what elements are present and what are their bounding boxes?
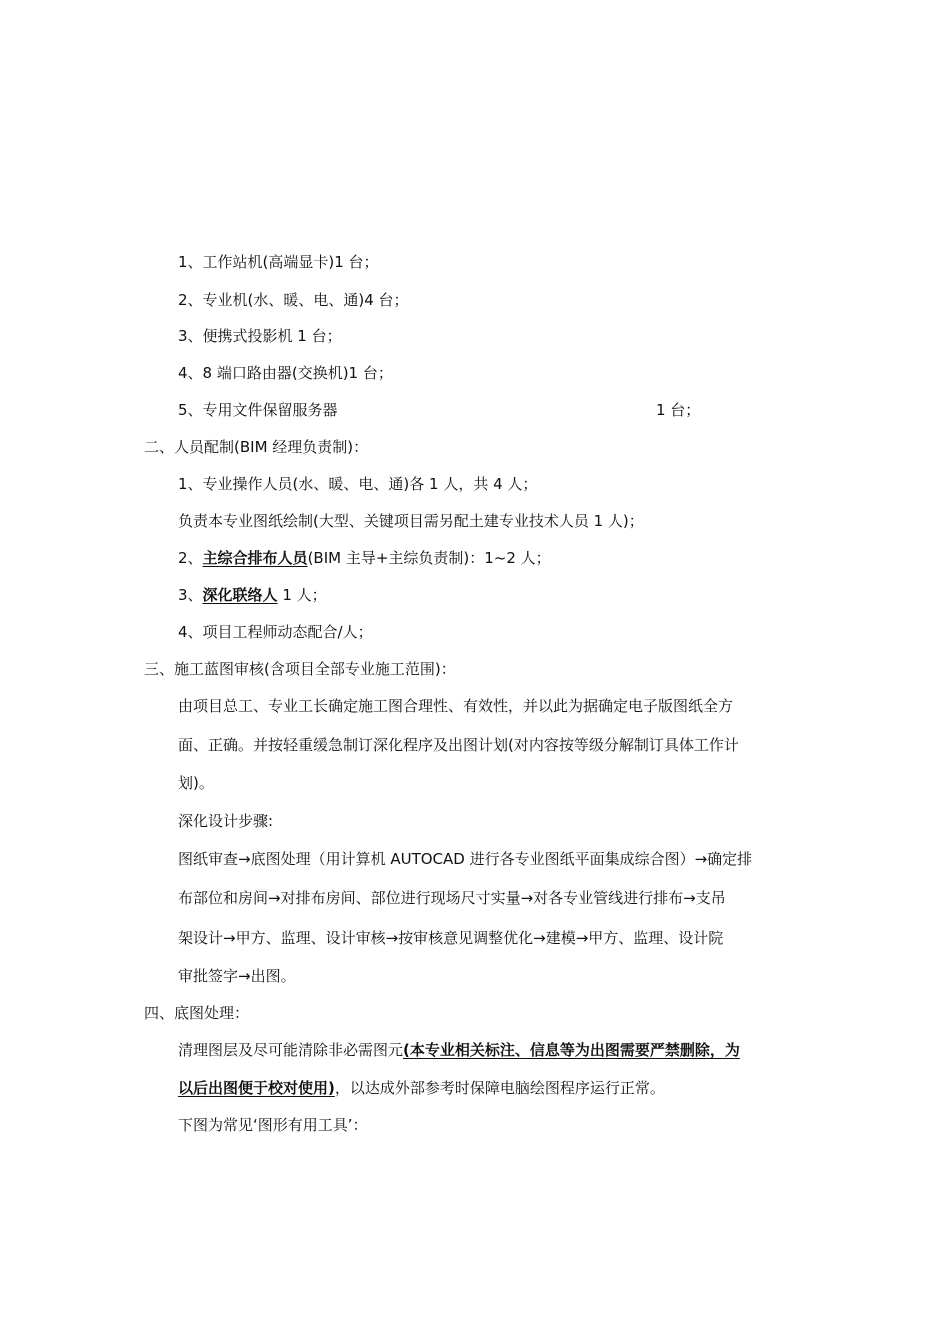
staffing-item-3-suffix: 1 人； bbox=[277, 586, 327, 604]
staffing-item-1-note: 负责本专业图纸绘制(大型、关键项目需另配土建专业技术人员 1 人)； bbox=[178, 512, 644, 530]
base-drawing-line-2-plain: ，以达成外部参考时保障电脑绘图程序运行正常。 bbox=[334, 1079, 665, 1097]
staffing-item-2-prefix: 2、 bbox=[178, 549, 203, 567]
equipment-item-3: 3、便携式投影机 1 台； bbox=[178, 327, 342, 345]
staffing-item-3-role: 深化联络人 bbox=[202, 586, 278, 604]
base-drawing-line-2-bold: 以后出图便于校对使用) bbox=[178, 1079, 335, 1097]
steps-line-4: 审批签字→出图。 bbox=[178, 967, 296, 985]
equipment-item-5-label: 5、专用文件保留服务器 bbox=[178, 401, 338, 419]
review-para-line-2: 面、正确。并按轻重缓急制订深化程序及出图计划(对内容按等级分解制订具体工作计 bbox=[178, 736, 739, 754]
equipment-item-4: 4、8 端口路由器(交换机)1 台； bbox=[178, 364, 393, 382]
equipment-item-2: 2、专业机(水、暖、电、通)4 台； bbox=[178, 291, 409, 309]
staffing-item-2-suffix: (BIM 主导+主综负责制)：1~2 人； bbox=[307, 549, 551, 567]
staffing-item-3 bbox=[178, 585, 327, 605]
staffing-item-2 bbox=[178, 548, 551, 568]
base-drawing-heading: 四、底图处理： bbox=[144, 1004, 250, 1022]
review-para-line-3: 划)。 bbox=[178, 774, 214, 792]
staffing-item-2-role: 主综合排布人员 bbox=[202, 549, 308, 567]
equipment-item-5-qty: 1 台； bbox=[656, 401, 701, 419]
steps-line-1: 图纸审查→底图处理（用计算机 AUTOCAD 进行各专业图纸平面集成综合图）→确定排 bbox=[178, 850, 753, 868]
steps-line-2: 布部位和房间→对排布房间、部位进行现场尺寸实量→对各专业管线进行排布→支吊 bbox=[178, 889, 726, 907]
steps-label: 深化设计步骤: bbox=[178, 812, 274, 830]
review-para-line-1: 由项目总工、专业工长确定施工图合理性、有效性，并以此为据确定电子版图纸全方 bbox=[178, 697, 734, 715]
staffing-item-1: 1、专业操作人员(水、暖、电、通)各 1 人，共 4 人； bbox=[178, 475, 538, 493]
staffing-heading: 二、人员配制(BIM 经理负责制)： bbox=[144, 438, 369, 456]
staffing-item-4: 4、项目工程师动态配合/人； bbox=[178, 623, 373, 641]
base-drawing-line-1-plain: 清理图层及尽可能清除非必需图元 bbox=[178, 1041, 404, 1059]
base-drawing-line-1-bold: (本专业相关标注、信息等为出图需要严禁删除，为 bbox=[403, 1041, 740, 1059]
tools-intro-line: 下图为常见‘图形有用工具’： bbox=[178, 1116, 368, 1134]
steps-line-3: 架设计→甲方、监理、设计审核→按审核意见调整优化→建模→甲方、监理、设计院 bbox=[178, 929, 724, 947]
staffing-item-3-prefix: 3、 bbox=[178, 586, 203, 604]
equipment-item-1: 1、工作站机(高端显卡)1 台； bbox=[178, 253, 379, 271]
base-drawing-line-1 bbox=[178, 1040, 740, 1060]
equipment-item-5 bbox=[178, 400, 701, 420]
review-heading: 三、施工蓝图审核(含项目全部专业施工范围)： bbox=[144, 660, 456, 678]
base-drawing-line-2 bbox=[178, 1078, 665, 1098]
